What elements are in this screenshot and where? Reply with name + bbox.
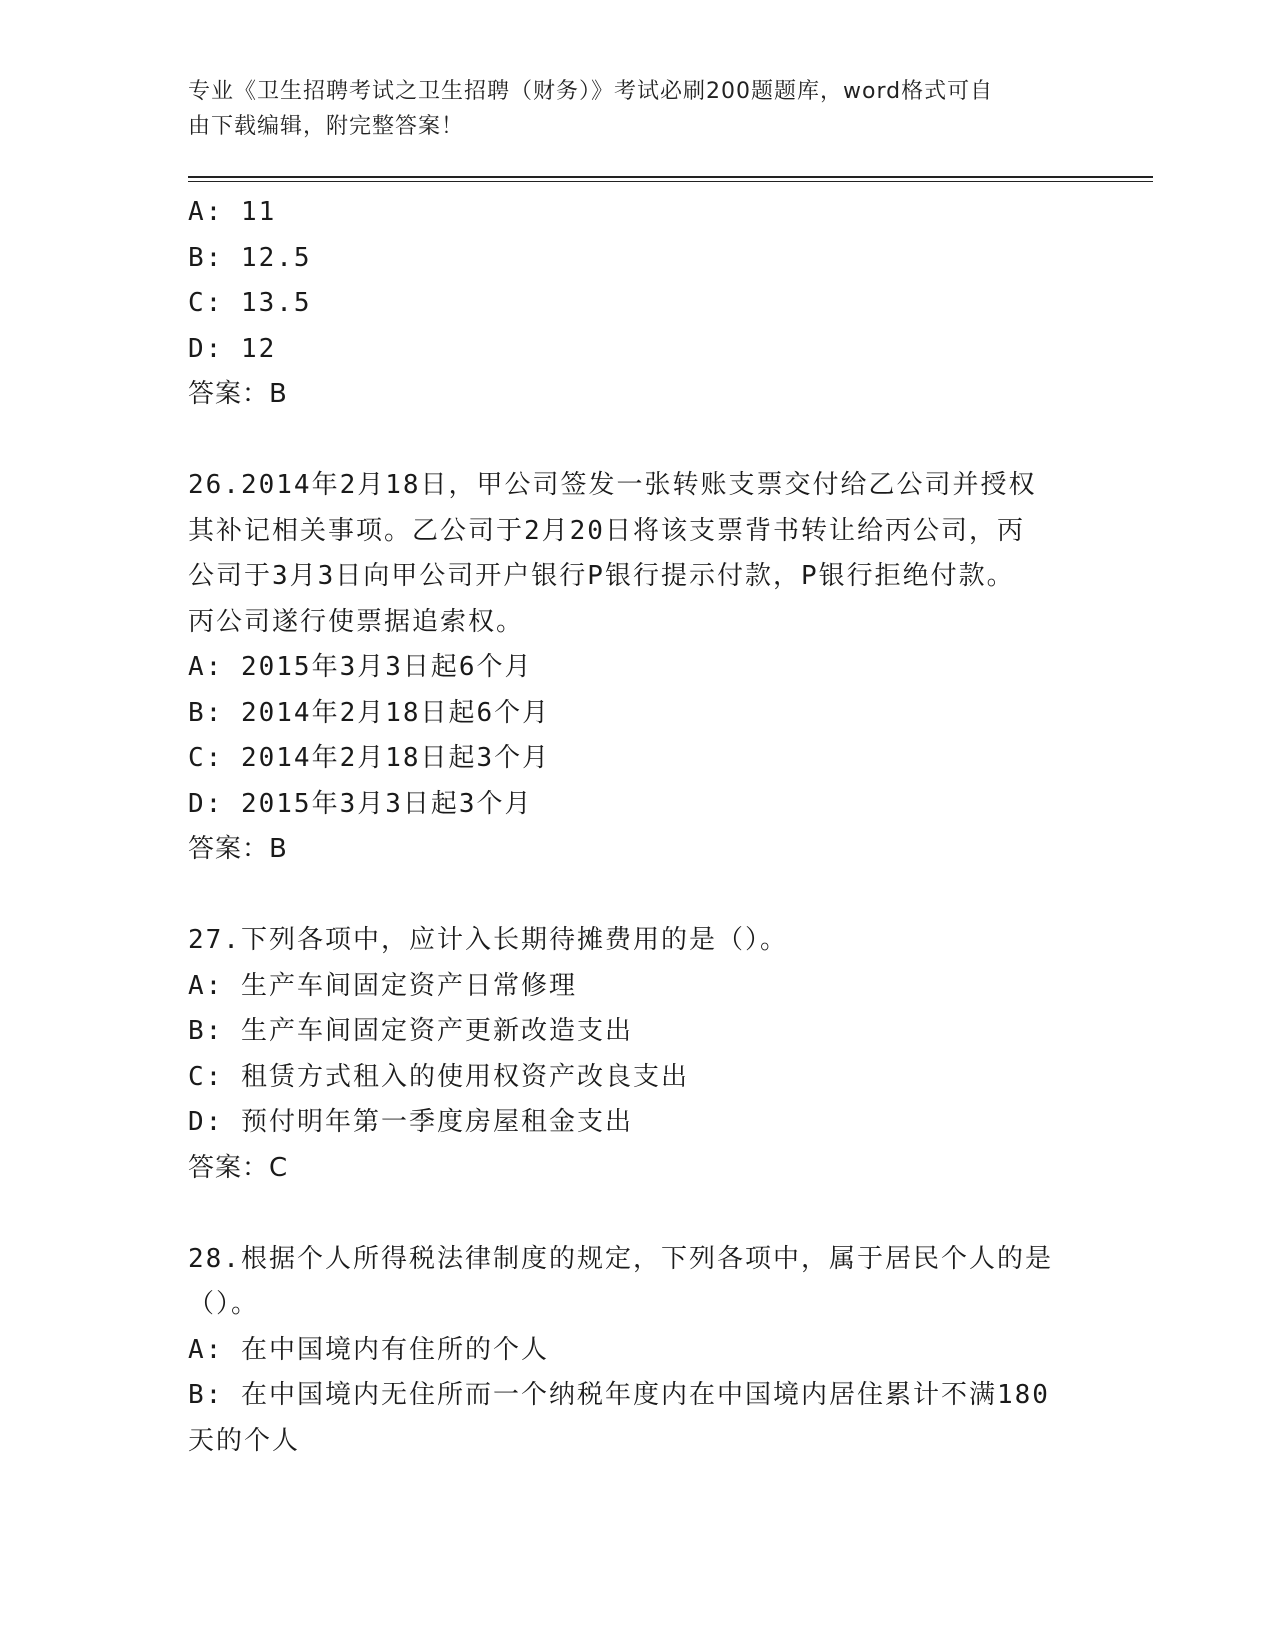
- spacer: [188, 418, 1088, 464]
- q27-stem-line-1: 27.下列各项中，应计入长期待摊费用的是（）。: [188, 925, 788, 955]
- q27-option-c: C: 租赁方式租入的使用权资产改良支出: [188, 1061, 689, 1092]
- document-header: [188, 74, 1088, 144]
- question-27-block: [188, 918, 1088, 1191]
- q26-stem-line-2: 其补记相关事项。乙公司于2月20日将该支票背书转让给丙公司，丙: [188, 515, 1025, 546]
- q26-option-b: B: 2014年2月18日起6个月: [188, 697, 551, 728]
- q26-option-d: D: 2015年3月3日起3个月: [188, 788, 533, 819]
- q27-option-b: B: 生产车间固定资产更新改造支出: [188, 1016, 633, 1046]
- q28-option-a: A: 在中国境内有住所的个人: [188, 1334, 549, 1365]
- header-rule-thin: [188, 181, 1153, 182]
- q27-answer: 答案：C: [188, 1152, 289, 1183]
- q26-answer: 答案：B: [188, 834, 288, 864]
- q27-option-a: A: 生产车间固定资产日常修理: [188, 970, 577, 1001]
- question-26-block: [188, 463, 1088, 873]
- q27-option-d: D: 预付明年第一季度房屋租金支出: [188, 1107, 633, 1137]
- q25-option-d: D: 12: [188, 333, 277, 364]
- q26-stem-line-3: 公司于3月3日向甲公司开户银行P银行提示付款，P银行拒绝付款。: [188, 561, 1015, 591]
- q26-option-a: A: 2015年3月3日起6个月: [188, 652, 533, 682]
- q28-stem-line-1: 28.根据个人所得税法律制度的规定，下列各项中，属于居民个人的是: [188, 1243, 1053, 1274]
- q25-option-a: A: 11: [188, 197, 277, 227]
- q28-stem-line-2: （）。: [188, 1289, 260, 1319]
- spacer: [188, 873, 1088, 919]
- question-28-block: [188, 1237, 1088, 1465]
- q25-option-c: C: 13.5: [188, 288, 312, 318]
- question-25-block: [188, 190, 1088, 418]
- document-body: [188, 190, 1088, 1464]
- header-line-2: 由下载编辑，附完整答案！: [188, 114, 465, 139]
- q28-option-b-line-1: B: 在中国境内无住所而一个纳税年度内在中国境内居住累计不满180: [188, 1380, 1050, 1410]
- spacer: [188, 1191, 1088, 1237]
- q26-stem-line-1: 26.2014年2月18日，甲公司签发一张转账支票交付给乙公司并授权: [188, 470, 1037, 500]
- q28-option-b-line-2: 天的个人: [188, 1425, 301, 1456]
- q25-answer: 答案：B: [188, 379, 288, 409]
- q25-option-b: B: 12.5: [188, 242, 312, 273]
- header-rule-thick: [188, 176, 1153, 178]
- q26-option-c: C: 2014年2月18日起3个月: [188, 743, 551, 773]
- q26-stem-line-4: 丙公司遂行使票据追索权。: [188, 606, 525, 637]
- header-line-1: 专业《卫生招聘考试之卫生招聘（财务）》考试必刷200题题库，word格式可自: [188, 79, 994, 104]
